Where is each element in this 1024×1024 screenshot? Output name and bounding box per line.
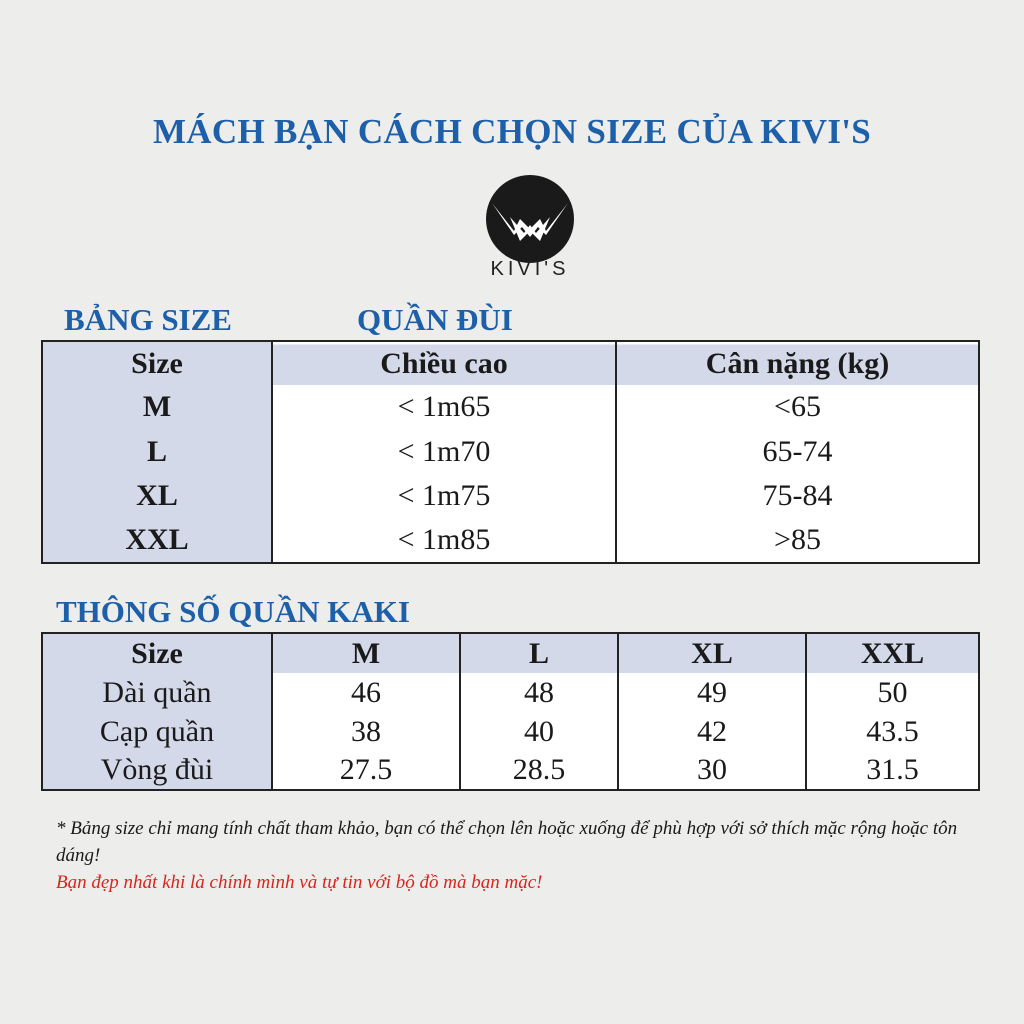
header-l: L [460, 633, 618, 673]
weight-cell: 75-84 [616, 474, 979, 519]
table-header-row [42, 633, 979, 673]
size-chart-subtitle: QUẦN ĐÙI [357, 302, 513, 337]
table-row [42, 474, 979, 519]
page-title: MÁCH BẠN CÁCH CHỌN SIZE CỦA KIVI'S [152, 112, 872, 151]
value-cell: 49 [618, 673, 806, 712]
measure-label: Cạp quần [42, 712, 272, 751]
header-weight: Cân nặng (kg) [616, 341, 979, 385]
height-cell: < 1m75 [272, 474, 616, 519]
size-chart-title: BẢNG SIZE [64, 302, 232, 337]
weight-cell: >85 [616, 519, 979, 564]
value-cell: 28.5 [460, 751, 618, 790]
value-cell: 46 [272, 673, 460, 712]
value-cell: 27.5 [272, 751, 460, 790]
header-size: Size [42, 633, 272, 673]
measure-label: Dài quần [42, 673, 272, 712]
header-xl: XL [618, 633, 806, 673]
value-cell: 48 [460, 673, 618, 712]
kaki-chart-table [41, 632, 980, 791]
value-cell: 38 [272, 712, 460, 751]
table-row [42, 712, 979, 751]
value-cell: 40 [460, 712, 618, 751]
table-row [42, 519, 979, 564]
header-height: Chiều cao [272, 341, 616, 385]
size-chart-table [41, 340, 980, 564]
disclaimer-note: * Bảng size chỉ mang tính chất tham khảo, bạn có thể chọn lên hoặc xuống để phù hợp với sở thích mặc rộng hoặc tôn dáng! [56, 818, 958, 866]
value-cell: 43.5 [806, 712, 979, 751]
value-cell: 42 [618, 712, 806, 751]
size-cell: XL [42, 474, 272, 519]
value-cell: 31.5 [806, 751, 979, 790]
header-m: M [272, 633, 460, 673]
weight-cell: <65 [616, 385, 979, 430]
measure-label: Vòng đùi [42, 751, 272, 790]
table-row [42, 430, 979, 475]
table-row [42, 673, 979, 712]
height-cell: < 1m65 [272, 385, 616, 430]
header-xxl: XXL [806, 633, 979, 673]
height-cell: < 1m85 [272, 519, 616, 564]
value-cell: 30 [618, 751, 806, 790]
size-cell: M [42, 385, 272, 430]
size-cell: L [42, 430, 272, 475]
encouragement-note: Bạn đẹp nhất khi là chính mình và tự tin với bộ đồ mà bạn mặc! [56, 872, 543, 893]
table-row [42, 385, 979, 430]
logo-text: KIVI'S [490, 258, 570, 280]
table-row [42, 751, 979, 790]
kaki-chart-title: THÔNG SỐ QUẦN KAKI [56, 594, 410, 629]
weight-cell: 65-74 [616, 430, 979, 475]
size-cell: XXL [42, 519, 272, 564]
header-size: Size [42, 341, 272, 385]
table-header-row [42, 341, 979, 385]
height-cell: < 1m70 [272, 430, 616, 475]
value-cell: 50 [806, 673, 979, 712]
